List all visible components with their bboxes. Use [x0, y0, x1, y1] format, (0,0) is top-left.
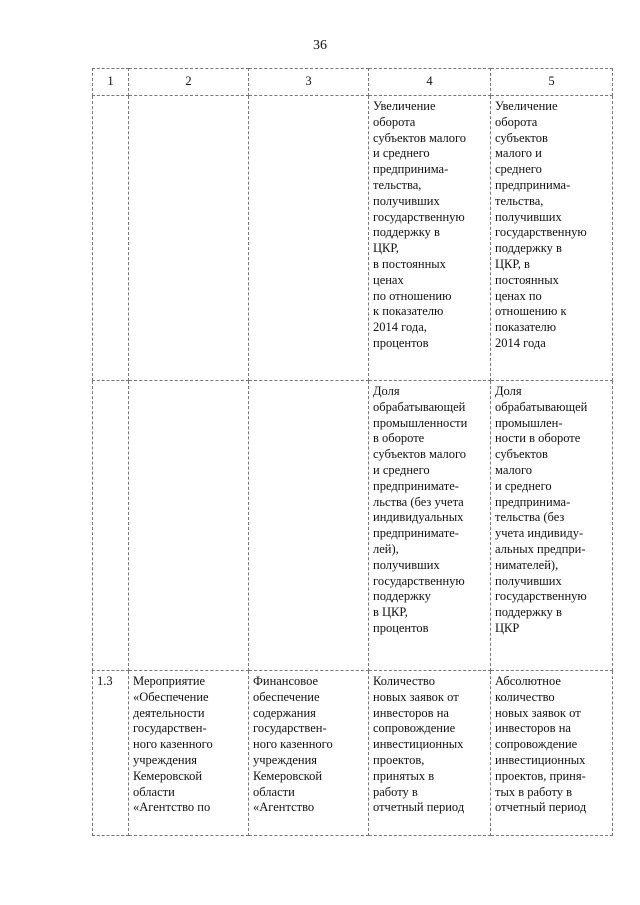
- table-cell-description: [249, 96, 369, 381]
- header-cell-3: 3: [249, 69, 369, 96]
- table-row: [93, 381, 613, 671]
- table-cell-method: Увеличение оборота субъектов малого и среднего предпринима- тельства, получивших государственную поддержку в ЦКР, в постоянных ценах по отношению к показателю 2014 года: [491, 96, 613, 381]
- table-cell-number: [93, 96, 129, 381]
- header-cell-4: 4: [369, 69, 491, 96]
- table-row: [93, 671, 613, 836]
- table-cell-description: Финансовое обеспечение содержания государствен- ного казенного учреждения Кемеровской области «Агентство: [249, 671, 369, 836]
- table-row: [93, 96, 613, 381]
- header-cell-2: 2: [129, 69, 249, 96]
- table-cell-event: Мероприятие «Обеспечение деятельности государствен- ного казенного учреждения Кемеровской области «Агентство по: [129, 671, 249, 836]
- table-cell-indicator: Доля обрабатывающей промышленности в обороте субъектов малого и среднего предпринимате- льства (без учета индивидуальных предпринимате- лей), получивших государственную поддержку в ЦКР, процентов: [369, 381, 491, 671]
- table-cell-method: Доля обрабатывающей промышлен- ности в обороте субъектов малого и среднего предпринима- тельства (без учета индивиду- альных предпри- нимателей), получивших государственную поддержку в ЦКР: [491, 381, 613, 671]
- header-cell-5: 5: [491, 69, 613, 96]
- table-cell-number: [93, 381, 129, 671]
- page-number: 36: [313, 38, 327, 53]
- table-cell-description: [249, 381, 369, 671]
- document-table: [92, 68, 613, 836]
- table-cell-method: Абсолютное количество новых заявок от инвесторов на сопровождение инвестиционных проектов, приня- тых в работу в отчетный период: [491, 671, 613, 836]
- table-cell-indicator: Увеличение оборота субъектов малого и среднего предпринима- тельства, получивших государственную поддержку в ЦКР, в постоянных ценах по отношению к показателю 2014 года, процентов: [369, 96, 491, 381]
- table-cell-event: [129, 381, 249, 671]
- header-cell-1: 1: [93, 69, 129, 96]
- table-cell-number: 1.3: [93, 671, 129, 836]
- table-cell-indicator: Количество новых заявок от инвесторов на сопровождение инвестиционных проектов, принятых в работу в отчетный период: [369, 671, 491, 836]
- table-header-row: [93, 69, 613, 96]
- table-cell-event: [129, 96, 249, 381]
